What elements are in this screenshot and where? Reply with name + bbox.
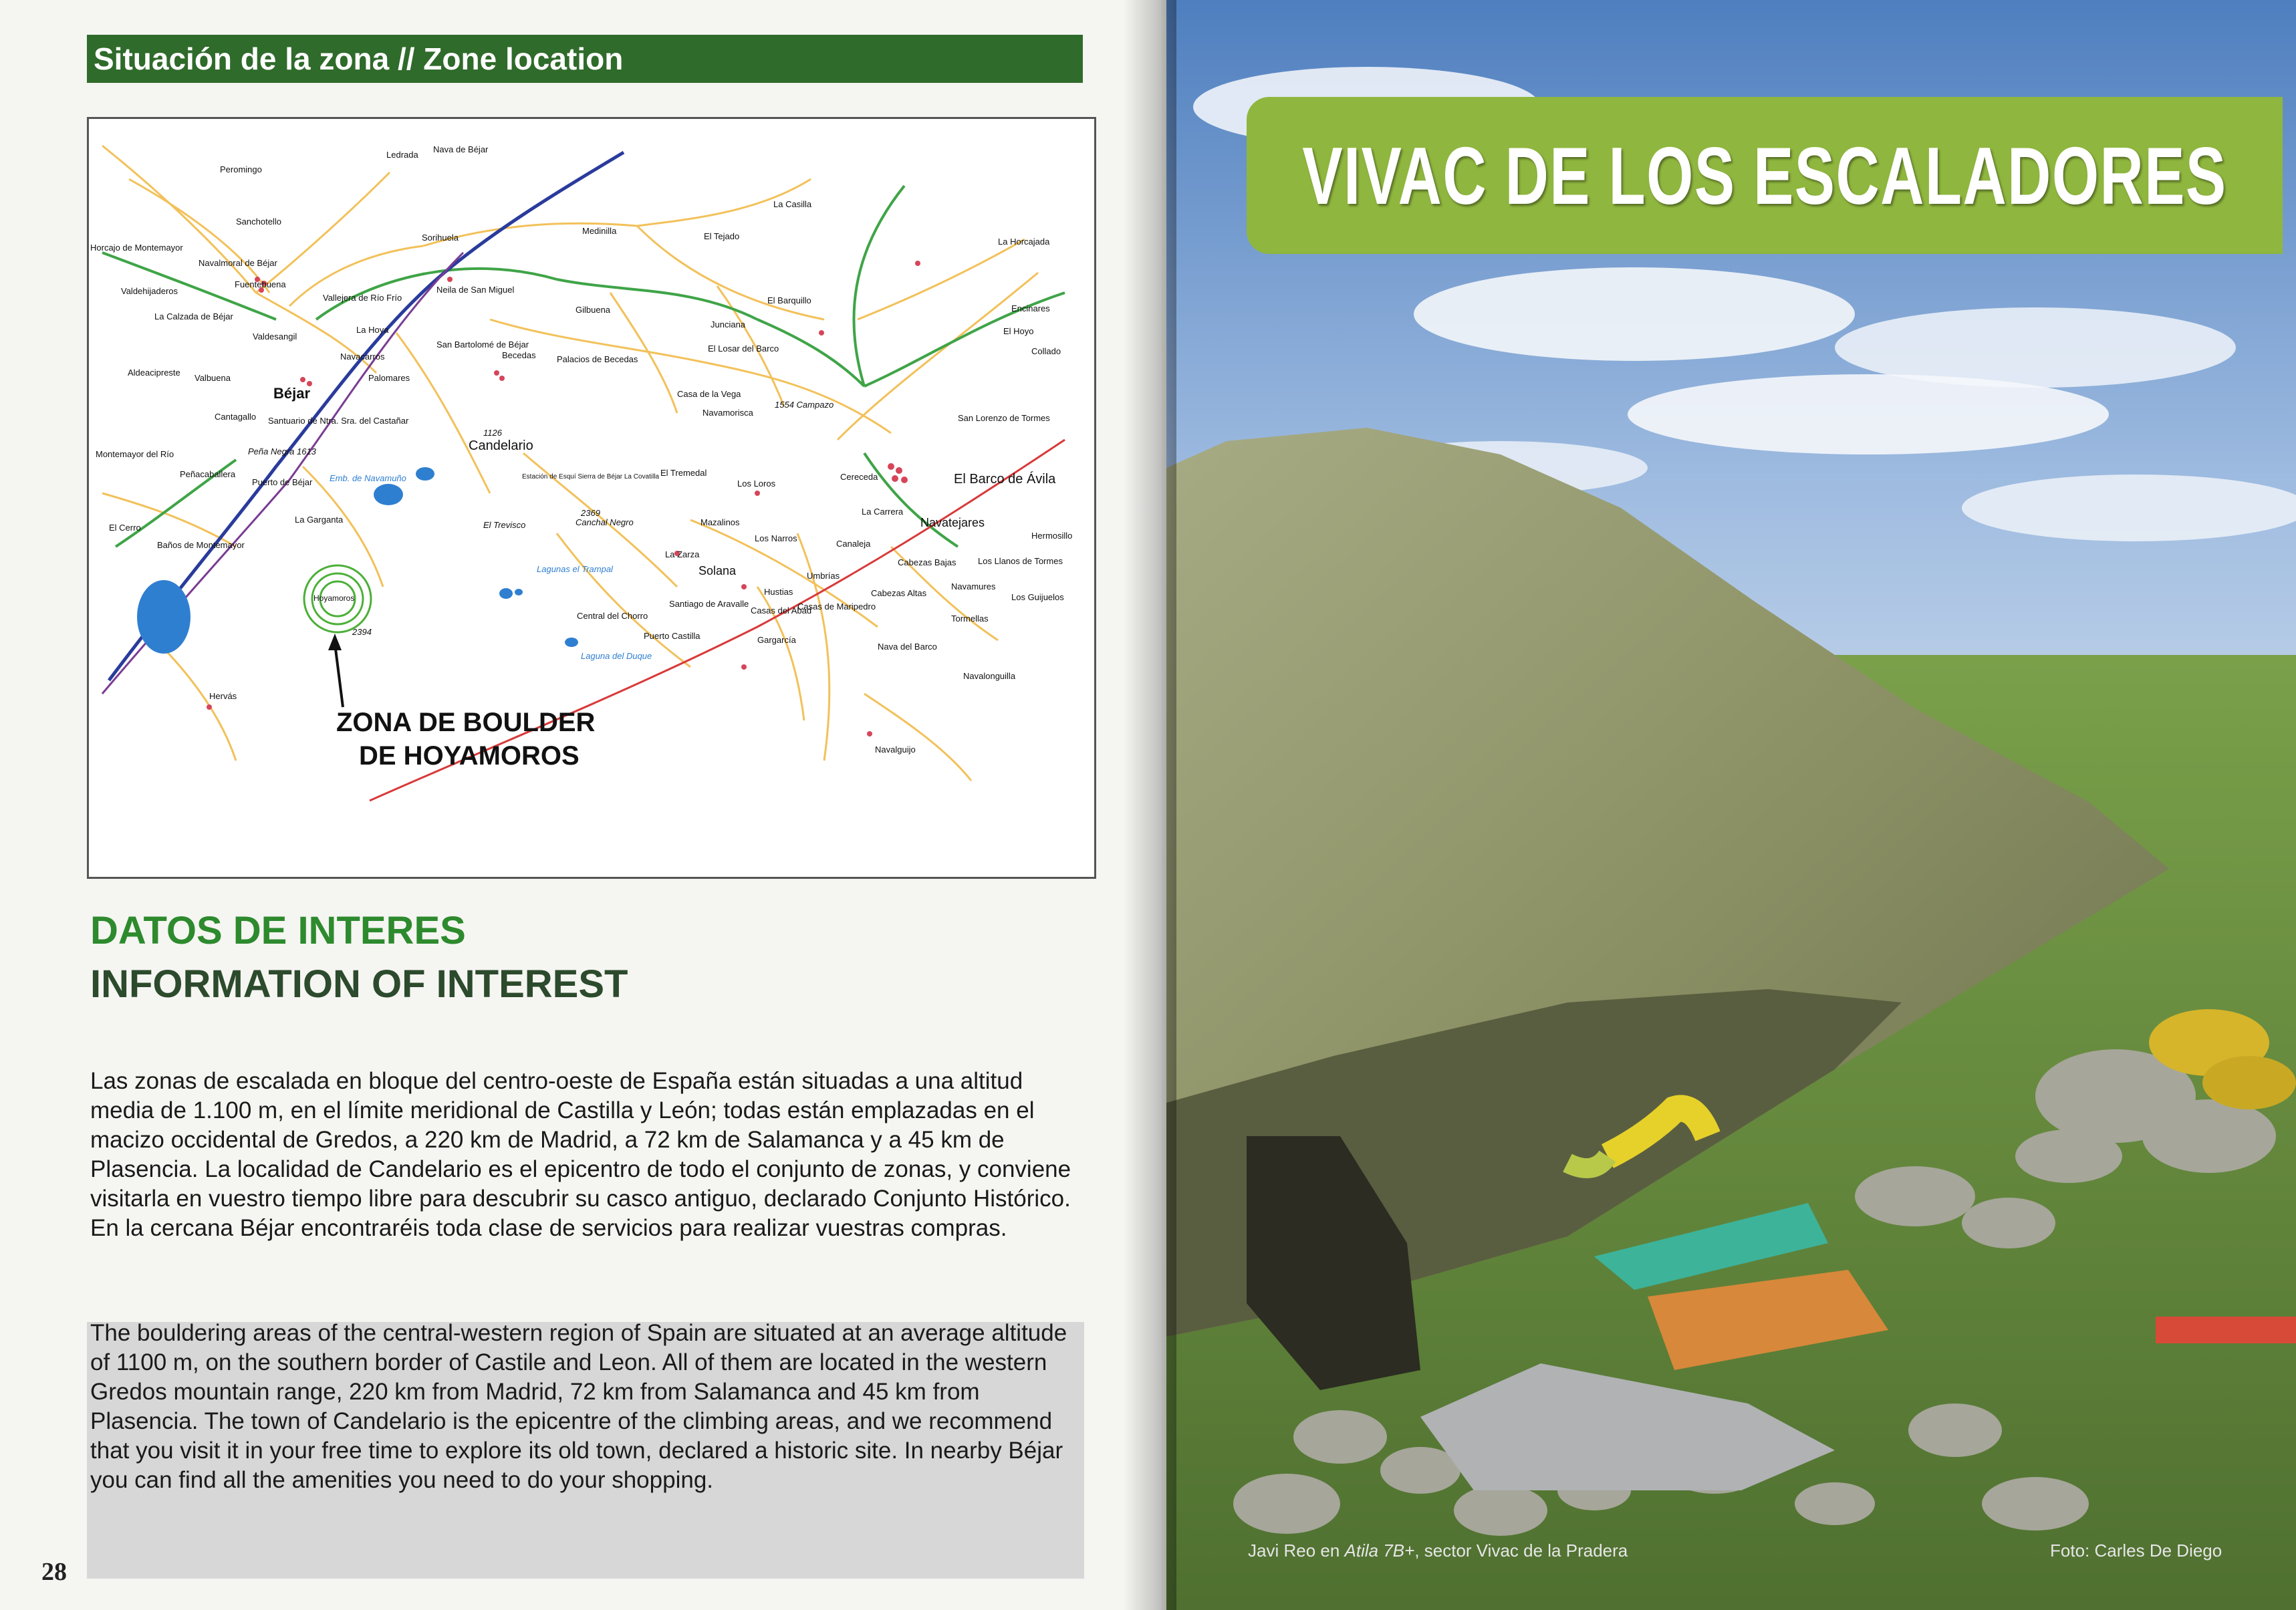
caption-prefix: Javi Reo en [1248, 1540, 1345, 1561]
map-label-los-guijuelos: Los Guijuelos [1011, 592, 1064, 602]
map-label-fuentebuena: Fuentebuena [235, 279, 286, 289]
map-label-santuario: Santuario de Ntra. Sra. del Castañar [268, 416, 409, 426]
map-label-la-zarza: La Zarza [665, 549, 700, 559]
map-label-la-horcajada: La Horcajada [998, 237, 1050, 247]
map-label-banos: Baños de Montemayor [157, 540, 245, 550]
map-label-medinilla: Medinilla [582, 226, 617, 236]
zone-location-map [87, 117, 1096, 879]
map-label-palacios: Palacios de Becedas [557, 354, 638, 364]
caption-suffix: , sector Vivac de la Pradera [1414, 1540, 1628, 1561]
map-label-candelario: Candelario [469, 438, 533, 453]
map-label-neila: Neila de San Miguel [436, 285, 515, 295]
map-label-el-losar: El Losar del Barco [708, 344, 779, 354]
map-label-sorihuela: Sorihuela [422, 233, 459, 243]
map-label-los-loros: Los Loros [737, 479, 776, 489]
map-label-navatejares: Navatejares [920, 516, 985, 529]
paragraph-spanish: Las zonas de escalada en bloque del centro-oeste de España están situadas a una altitud media de 1.100 m, en el límite meridional de Castilla y León; todas están emplazadas en el macizo occidental de Gredos, a 220 km de Madrid, a 72 km de Salamanca y a 45 km de Plasencia. La localidad de Candelario es el epicentro de todo el conjunto de zonas, y conviene visitarla en vuestro tiempo libre para descubrir su casco antiguo, declarado Conjunto Histórico. En la cercana Béjar encontraréis toda clase de servicios para realizar vuestras compras. [90, 1068, 1071, 1241]
map-label-la-carrera: La Carrera [862, 507, 904, 517]
map-label-cantagallo: Cantagallo [215, 412, 257, 422]
map-label-peak-2369: 2369 [581, 508, 600, 518]
heading-english: INFORMATION OF INTEREST [90, 962, 628, 1006]
map-label-maripedro: Casas de Maripedro [797, 601, 876, 612]
map-label-horcajo: Horcajo de Montemayor [90, 243, 183, 253]
map-label-vallejera: Vallejera de Río Frío [323, 293, 402, 303]
map-label-casas-del-abad: Casas del Abad [751, 606, 812, 616]
map-label-valdesangil: Valdesangil [253, 331, 297, 342]
map-label-navamures: Navamures [951, 581, 996, 591]
caption-route: Atila 7B+ [1344, 1540, 1415, 1561]
map-label-cereceda: Cereceda [840, 472, 878, 482]
map-label-cabezas-altas: Cabezas Altas [871, 588, 927, 598]
map-label-hustias: Hustias [764, 587, 793, 597]
map-label-los-narros: Los Narros [755, 533, 797, 543]
map-label-valdehijaderos: Valdehijaderos [121, 286, 178, 296]
map-label-hoyamoros: Hoyamoros [313, 593, 355, 603]
map-label-navalguijo: Navalguijo [875, 745, 916, 755]
map-label-peak-2394: 2394 [352, 627, 372, 637]
map-label-la-hoya: La Hoya [356, 325, 389, 335]
map-label-san-bartolome: San Bartolomé de Béjar [436, 340, 529, 350]
photo-caption [1248, 1540, 1628, 1561]
map-label-san-lorenzo: San Lorenzo de Tormes [958, 413, 1050, 423]
map-label-la-calzada: La Calzada de Béjar [154, 311, 233, 321]
map-label-el-tremedal: El Tremedal [660, 468, 707, 478]
map-label-penacaballera: Peñacaballera [180, 469, 236, 479]
map-label-navacarros: Navacarros [340, 352, 385, 362]
map-label-santiago: Santiago de Aravalle [669, 599, 749, 609]
map-label-navamorisca: Navamorisca [703, 408, 753, 418]
map-label-el-barco: El Barco de Ávila [954, 472, 1056, 487]
map-label-puerto-de-bejar: Puerto de Béjar [252, 477, 313, 487]
map-label-peak-1126: 1126 [483, 428, 502, 438]
map-label-laguna-duque: Laguna del Duque [581, 651, 652, 661]
map-label-palomares: Palomares [368, 373, 410, 383]
boulder-zone-label-1: ZONA DE BOULDER [336, 708, 596, 737]
map-label-collado: Collado [1031, 346, 1061, 356]
map-label-becedas: Becedas [502, 350, 536, 360]
map-label-canaleja: Canaleja [836, 539, 871, 549]
paragraph-english: The bouldering areas of the central-western region of Spain are situated at an average altitude of 1100 m, on the southern border of Castile and Leon. All of them are located in the western Gredos mountain range, 220 km from Madrid, 72 km from Salamanca and 45 km from Plasencia. The town of Candelario is the epicentre of the climbing areas, and we recommend that you visit it in your free time to explore its old town, declared a historic site. In nearby Béjar you can find all the amenities you need to do your shopping. [90, 1320, 1067, 1493]
book-gutter [1123, 0, 1176, 1610]
photo-credit: Foto: Carles De Diego [2050, 1540, 2222, 1561]
map-label-los-llanos: Los Llanos de Tormes [978, 556, 1063, 566]
map-label-navalmoral: Navalmoral de Béjar [199, 258, 277, 268]
section-title: Situación de la zona // Zone location [94, 41, 624, 76]
map-label-nava-del-barco: Nava del Barco [878, 642, 937, 652]
map-label-tormellas: Tormellas [951, 614, 989, 624]
map-label-el-hoyo: El Hoyo [1003, 326, 1034, 336]
map-label-gilbuena: Gilbuena [576, 305, 611, 315]
map-label-sanchotello: Sanchotello [236, 217, 281, 227]
map-label-junciana: Junciana [711, 319, 746, 329]
title-banner [1247, 97, 2283, 254]
page-title: VIVAC DE LOS ESCALADORES [1302, 130, 2227, 221]
page-number: 28 [41, 1558, 67, 1586]
map-label-mazalinos: Mazalinos [700, 517, 740, 527]
map-label-valbuena: Valbuena [195, 373, 231, 383]
map-label-central-chorro: Central del Chorro [577, 611, 648, 621]
map-label-ledrada: Ledrada [386, 150, 418, 160]
map-label-bejar: Béjar [273, 385, 311, 402]
map-label-el-trevisco: El Trevisco [483, 520, 526, 530]
map-label-peromingo: Peromingo [220, 164, 262, 174]
map-label-la-casilla: La Casilla [773, 199, 812, 209]
map-label-pena-negra: Peña Negra 1613 [248, 446, 316, 456]
map-label-umbrias: Umbrías [807, 571, 840, 581]
map-label-encinares: Encinares [1011, 303, 1050, 313]
map-label-hermosillo: Hermosillo [1031, 531, 1073, 541]
heading-spanish: DATOS DE INTERES [90, 909, 466, 952]
map-label-montemayor: Montemayor del Río [96, 449, 174, 459]
map-label-cabezas-bajas: Cabezas Bajas [898, 557, 956, 567]
map-label-el-cerro: El Cerro [109, 523, 141, 533]
map-label-el-tejado: El Tejado [704, 231, 740, 241]
map-label-puerto-castilla: Puerto Castilla [644, 631, 700, 641]
section-title-bar [87, 35, 1083, 83]
map-label-canchal-negro: Canchal Negro [576, 517, 634, 527]
map-label-casa-de-la-vega: Casa de la Vega [677, 389, 741, 399]
map-label-lagunas-trampal: Lagunas el Trampal [537, 564, 613, 574]
map-label-solana: Solana [698, 564, 737, 577]
map-label-navamuno: Emb. de Navamuño [330, 473, 406, 483]
map-label-hervas: Hervás [209, 691, 237, 701]
map-label-el-barquillo: El Barquillo [767, 295, 811, 305]
map-label-nava-de-bejar: Nava de Béjar [433, 144, 489, 154]
map-label-aldeacipreste: Aldeacipreste [128, 368, 180, 378]
map-label-ski-station: Estación de Esquí Sierra de Béjar La Covatilla [522, 473, 660, 481]
boulder-zone-label-2: DE HOYAMOROS [359, 741, 580, 771]
map-label-gargarcia: Gargarcía [757, 635, 796, 645]
map-label-navalonguilla: Navalonguilla [963, 671, 1016, 681]
map-label-la-garganta: La Garganta [295, 515, 344, 525]
right-page [1166, 0, 2296, 1610]
map-label-campazo: 1554 Campazo [775, 400, 834, 410]
